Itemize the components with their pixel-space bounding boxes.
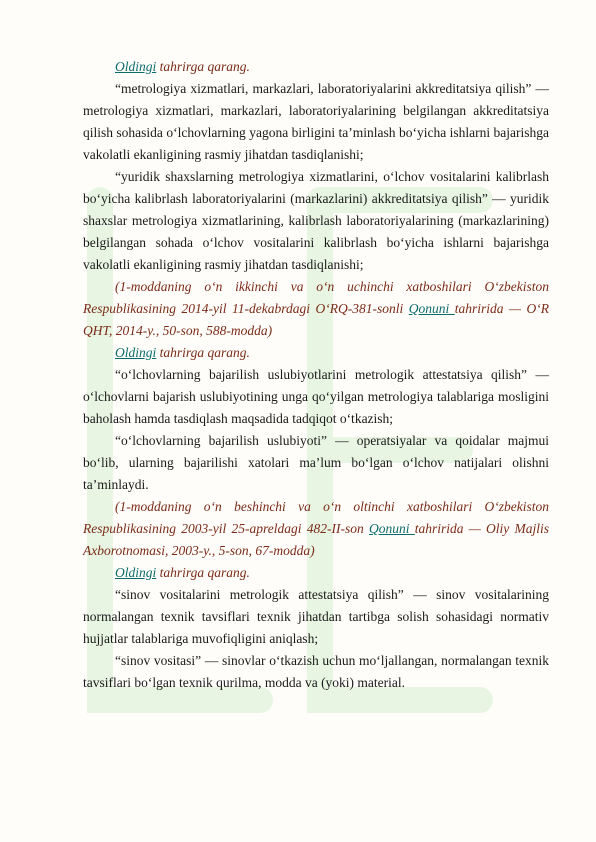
note-text: tahririda — O‘R QHT, 2014-y., 50-son, 588-modda) (83, 301, 549, 338)
definition-paragraph: “sinov vositasi” — sinovlar o‘tkazish uchun mo‘ljallangan, normalangan texnik tavsiflari bo‘lgan texnik qurilma, modda va (yoki) material. (83, 653, 549, 690)
document-page (83, 56, 549, 694)
prev-edition-2 (83, 342, 549, 364)
prev-edition-link[interactable]: Oldingi (115, 59, 157, 74)
prev-edition-1 (83, 56, 549, 78)
prev-edition-3 (83, 562, 549, 584)
prev-edition-link[interactable]: Oldingi (115, 565, 157, 580)
definition-paragraph: “o‘lchovlarning bajarilish uslubiyotlarini metrologik attestatsiya qilish” — o‘lchovlarni bajarish uslubiyotining unga qo‘yilgan metrologiya talablariga mosligini baholash hamda tasdiqlash maqsadida tadqiqot o‘tkazish; (83, 367, 549, 426)
prev-edition-link[interactable]: Oldingi (115, 345, 157, 360)
note-text: tahririda — Oliy Majlis Axborotnomasi, 2003-y., 5-son, 67-modda) (83, 521, 549, 558)
amendment-note (83, 496, 549, 562)
prev-edition-text: tahrirga qarang. (156, 565, 250, 580)
note-text: (1-moddaning o‘n beshinchi va o‘n oltinchi xatboshilari O‘zbekiston Respublikasining 2003-yil 25-apreldagi 482-II-son (83, 499, 549, 536)
prev-edition-text: tahrirga qarang. (156, 345, 250, 360)
definition-paragraph: “yuridik shaxslarning metrologiya xizmatlarini, o‘lchov vositalarini kalibrlash bo‘yicha kalibrlash laboratoriyalarini (markazlarini) akkreditatsiya qilish” — yuridik shaxslar metrologiya xizmatlarining, kalibrlash laboratoriyalarining (markazlarining) belgilangan sohada o‘lchov vositalarini kalibrlash bo‘yicha ishlarni bajarishga vakolatli ekanligining rasmiy jihatdan tasdiqlanishi; (83, 169, 549, 272)
note-text: (1-moddaning o‘n ikkinchi va o‘n uchinchi xatboshilari O‘zbekiston Respublikasining 2014-yil 11-dekabrdagi O‘RQ-381-sonli (83, 279, 549, 316)
law-link[interactable]: Qonuni (408, 301, 455, 316)
prev-edition-text: tahrirga qarang. (156, 59, 250, 74)
amendment-note (83, 276, 549, 342)
law-link[interactable]: Qonuni (368, 521, 415, 536)
definition-paragraph: “metrologiya xizmatlari, markazlari, laboratoriyalarini akkreditatsiya qilish” — metrologiya xizmatlari, markazlari, laboratoriyalarining belgilangan akkreditatsiya qilish sohasida o‘lchovlarning yagona birligini ta’minlash bo‘yicha ishlarni bajarishga vakolatli ekanligining rasmiy jihatdan tasdiqlanishi; (83, 81, 549, 162)
definition-paragraph: “sinov vositalarini metrologik attestatsiya qilish” — sinov vositalarining normalangan texnik tavsiflari texnik jihatdan tartibga solish sohasidagi normativ hujjatlar talablariga muvofiqligini aniqlash; (83, 587, 549, 646)
definition-paragraph: “o‘lchovlarning bajarilish uslubiyoti” — operatsiyalar va qoidalar majmui bo‘lib, ularning bajarilishi xatolari ma’lum bo‘lgan o‘lchov natijalari olishni ta’minlaydi. (83, 433, 549, 492)
